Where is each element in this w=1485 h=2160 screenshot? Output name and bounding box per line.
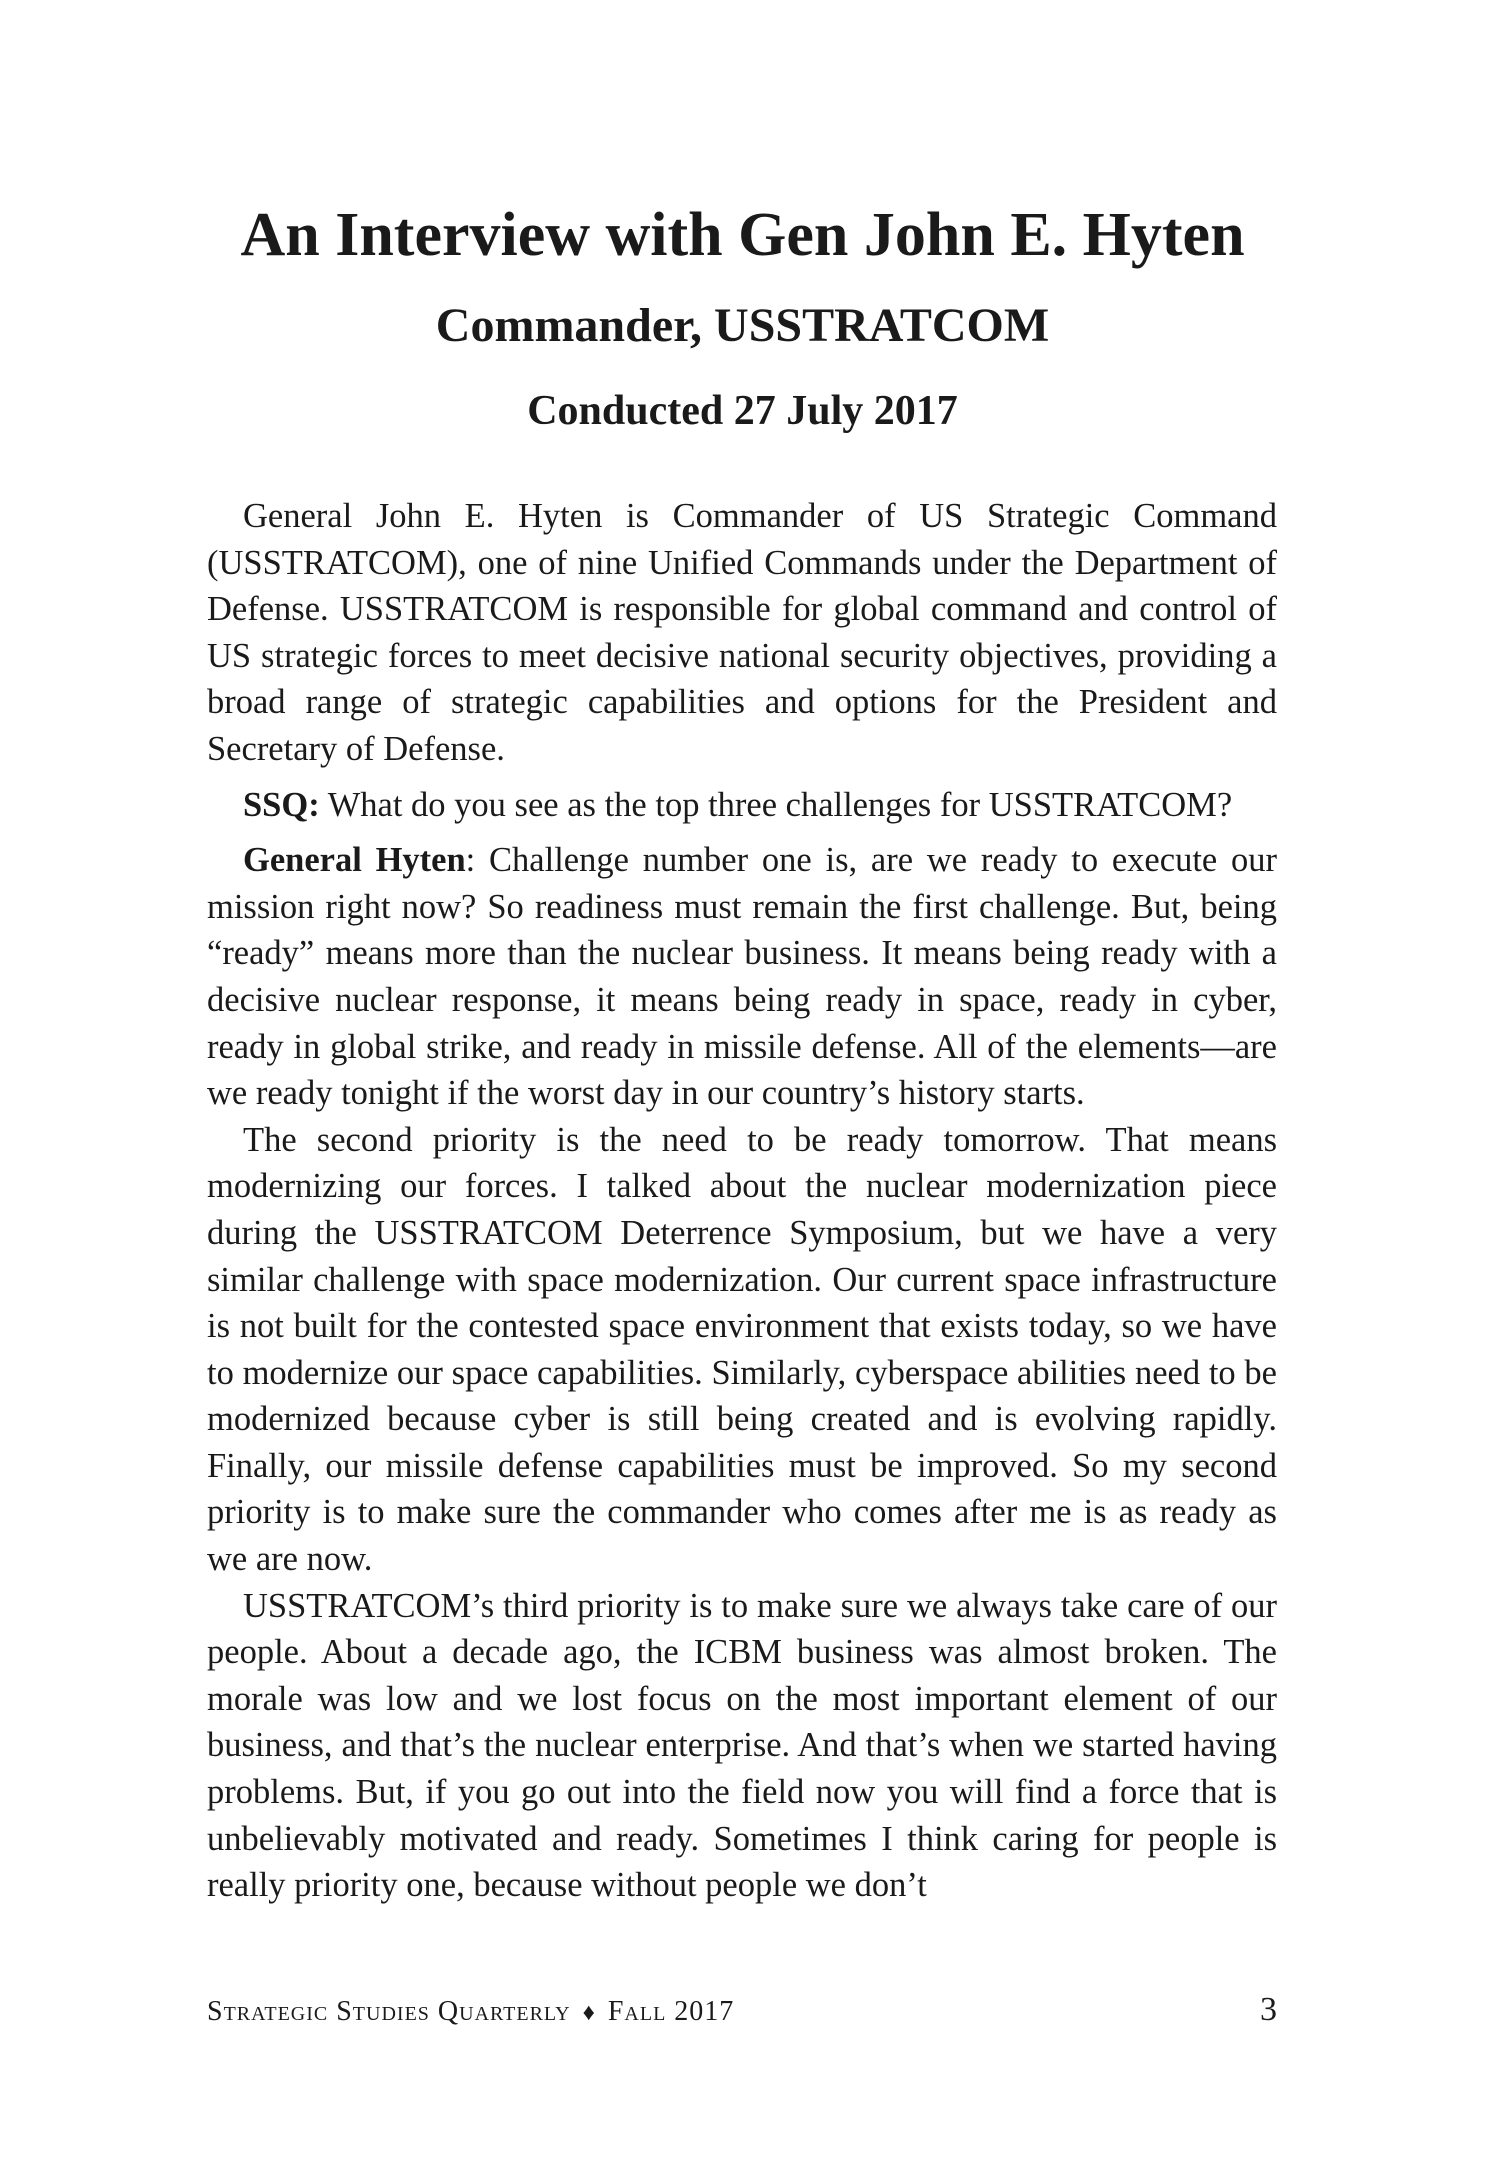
question-text: What do you see as the top three challenges for USSTRATCOM? — [319, 785, 1233, 824]
article-title: An Interview with Gen John E. Hyten — [240, 201, 1245, 269]
article-body — [207, 493, 1277, 1909]
answer-speaker: General Hyten — [243, 841, 466, 880]
page-number: 3 — [1260, 1991, 1277, 2028]
diamond-separator: ♦ — [582, 2000, 596, 2026]
journal-name: Strategic Studies Quarterly — [207, 1996, 571, 2027]
intro-paragraph: General John E. Hyten is Commander of US Strategic Command (USSTRATCOM), one of nine Unified Commands under the Department of Defense. USSTRATCOM is responsible for global command and control of US strategic forces to meet decisive national security objectives, providing a broad range of strategic capabilities and options for the President and Secretary of Defense. — [207, 497, 1277, 768]
issue-label: Fall 2017 — [607, 1996, 735, 2027]
answer-paragraph — [207, 837, 1277, 1117]
interview-date: Conducted 27 July 2017 — [527, 388, 958, 434]
question-speaker: SSQ: — [243, 785, 320, 824]
question-paragraph — [207, 782, 1277, 829]
article-subtitle: Commander, USSTRATCOM — [435, 299, 1050, 352]
running-footer — [207, 1995, 734, 2030]
body-paragraph: The second priority is the need to be ready tomorrow. That means modernizing our forces. I talked about the nuclear modernization piece during the USSTRATCOM Deterrence Symposium, but we have a very similar challenge with space modernization. Our current space infrastructure is not built for the contested space environment that exists today, so we have to modernize our space capabilities. Similarly, cyberspace abilities need to be modernized because cyber is still being created and is evolving rapidly. Finally, our missile defense capabilities must be improved. So my second priority is to make sure the commander who comes after me is as ready as we are now. — [207, 1120, 1277, 1579]
answer-text: : Challenge number one is, are we ready to execute our mission right now? So readiness must remain the first challenge. But, being “ready” means more than the nuclear business. It means being ready with a decisive nuclear response, it means being ready in space, ready in cyber, ready in global strike, and ready in missile defense. All of the elements—are we ready tonight if the worst day in our country’s history starts. — [207, 841, 1277, 1113]
body-paragraph: USSTRATCOM’s third priority is to make sure we always take care of our people. About a decade ago, the ICBM business was almost broken. The morale was low and we lost focus on the most important element of our business, and that’s the nuclear enterprise. And that’s when we started having problems. But, if you go out into the field now you will find a force that is unbelievably motivated and ready. Sometimes I think caring for people is really priority one, because without people we don’t — [207, 1586, 1277, 1905]
